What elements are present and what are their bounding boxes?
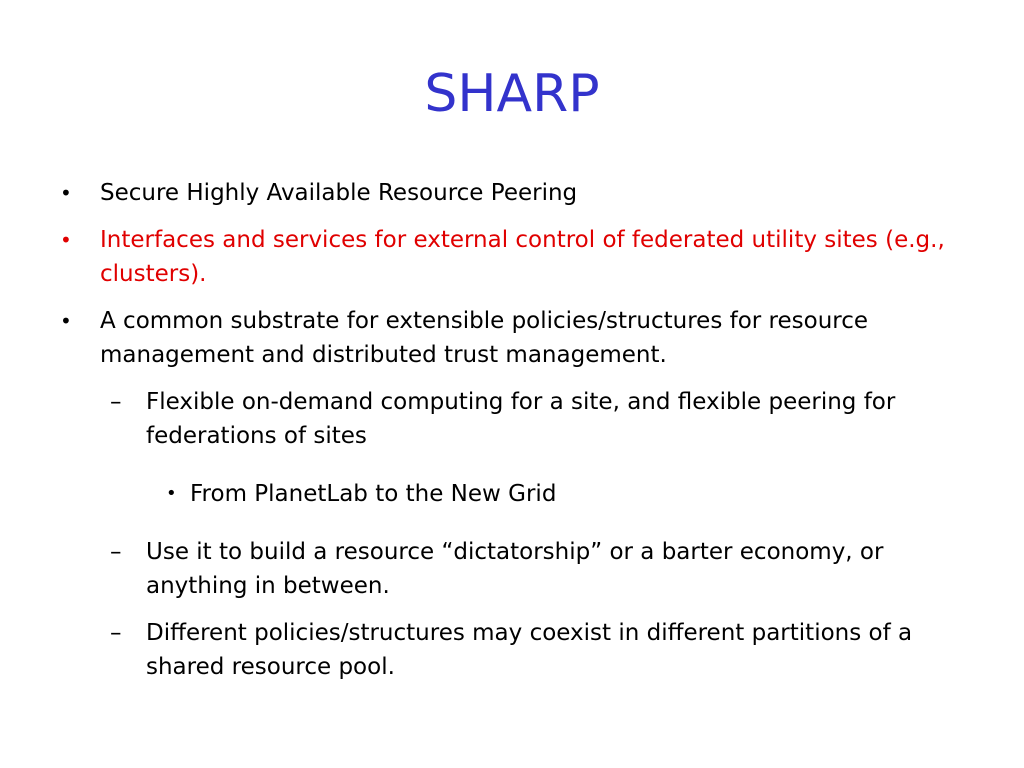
bullet-marker: •: [60, 228, 72, 252]
sub-bullet-text: Use it to build a resource “dictatorship” or a barter economy, or anything in between.: [146, 539, 884, 599]
bullet-item-highlighted: [60, 223, 980, 291]
bullet-text: Interfaces and services for external control of federated utility sites (e.g., clusters).: [100, 227, 945, 287]
bullet-item: [60, 176, 980, 210]
dash-marker: –: [110, 620, 122, 646]
slide-body: [60, 176, 980, 697]
bullet-text: A common substrate for extensible policies/structures for resource management and distributed trust management.: [100, 308, 869, 368]
slide-title: SHARP: [424, 64, 600, 124]
sub-sub-bullet-item: [60, 477, 980, 511]
sub-bullet-item: [60, 385, 980, 453]
bullet-text: Secure Highly Available Resource Peering: [100, 180, 578, 206]
bullet-item: [60, 304, 980, 372]
bullet-marker: •: [166, 483, 177, 504]
bullet-marker: •: [60, 181, 72, 205]
sub-sub-bullet-text: From PlanetLab to the New Grid: [190, 481, 557, 507]
dash-marker: –: [110, 389, 122, 415]
sub-bullet-item: [60, 535, 980, 603]
bullet-marker: •: [60, 309, 72, 333]
sub-bullet-text: Flexible on-demand computing for a site, and flexible peering for federations of sites: [146, 389, 896, 449]
dash-marker: –: [110, 539, 122, 565]
sub-bullet-item: [60, 616, 980, 684]
sub-bullet-text: Different policies/structures may coexist in different partitions of a shared resource pool.: [146, 620, 913, 680]
